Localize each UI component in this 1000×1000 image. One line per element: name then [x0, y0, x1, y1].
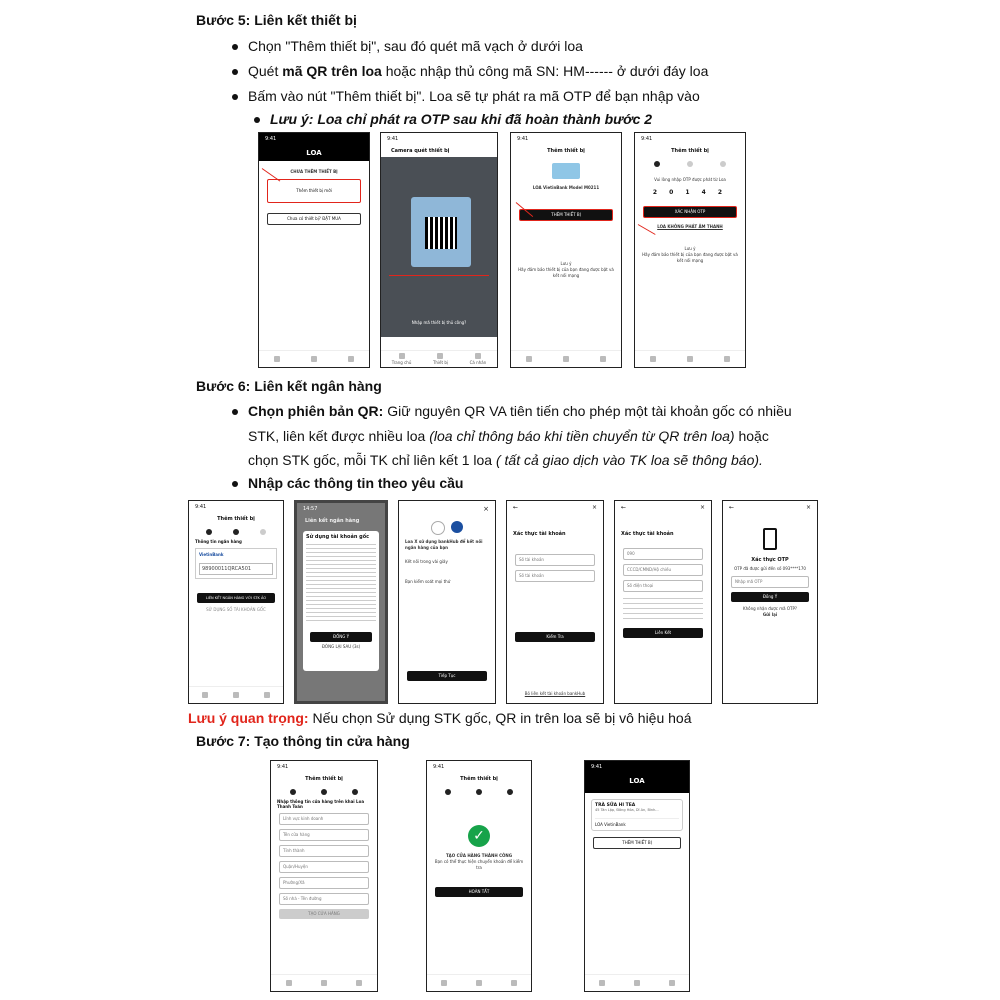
virtual-account-number[interactable]: 98900011QRCA501 [199, 563, 273, 575]
status-time: 9:41 [277, 764, 289, 770]
step-dot [687, 161, 693, 167]
close-later-link[interactable]: ĐÓNG LẠI SAU (3s) [321, 644, 361, 649]
status-time: 14:57 [297, 503, 385, 515]
screen-title: Thêm thiết bị [547, 148, 585, 154]
bottom-nav [381, 350, 497, 367]
buy-device-button[interactable]: Chưa có thiết bị? ĐẶT MUA [267, 213, 361, 225]
manual-entry-link[interactable]: Nhập mã thiết bị thủ công? [411, 320, 467, 325]
home-icon[interactable] [286, 980, 292, 986]
screen-title: Thêm thiết bị [305, 776, 343, 782]
store-card[interactable] [591, 799, 683, 831]
screen-title: Thêm thiết bị [671, 148, 709, 154]
stepper [641, 161, 739, 167]
street-field[interactable]: Số nhà - Tên đường [279, 893, 369, 905]
add-device-button[interactable]: Thêm thiết bị mới [267, 179, 361, 203]
phone-store-created [426, 760, 532, 992]
status-time: 9:41 [641, 136, 653, 142]
step6-bullet-1-line1: Chọn phiên bản QR: Giữ nguyên QR VA tiên tiến cho phép một tài khoản gốc có nhiều [232, 403, 792, 419]
device-name: LOA VietinBank [595, 818, 679, 827]
screen-title: Thêm thiết bị [217, 516, 255, 522]
screen-title: Xác thực tài khoản [513, 531, 566, 537]
device-icon[interactable] [321, 980, 327, 986]
header-bar [507, 501, 603, 514]
phone-verify-otp [722, 500, 818, 704]
stepper [195, 529, 277, 535]
camera-view [381, 157, 497, 337]
camera-title: Camera quét thiết bị [391, 148, 450, 154]
screen-title: Thêm thiết bị [460, 776, 498, 782]
store-name: TRÀ SỮA HI TEA [595, 803, 636, 808]
step6-bullet-2: Nhập các thông tin theo yêu cầu [232, 475, 463, 491]
bullet-dot [232, 94, 238, 100]
create-store-button[interactable]: TẠO CỬA HÀNG [279, 909, 369, 919]
header-bar [615, 501, 711, 514]
success-text: Bạn có thể thực hiện chuyển khoản để kiểm tra [434, 859, 524, 870]
agree-button[interactable]: Đồng Ý [731, 592, 809, 602]
device-icon[interactable] [476, 980, 482, 986]
home-icon[interactable] [599, 980, 605, 986]
form-title: Nhập thông tin cửa hàng trên khai Loa Thanh Toán [277, 799, 365, 809]
phone-add-device-confirm [510, 132, 622, 368]
phone-create-store-form [270, 760, 378, 992]
loa-logo: LOA [585, 773, 689, 793]
feature-1: Kết nối trong vài giây [405, 559, 448, 564]
phone-home-add-device [258, 132, 370, 368]
status-time: 9:41 [433, 764, 445, 770]
home-icon[interactable] [274, 356, 280, 362]
qr-code-on-speaker [411, 197, 471, 267]
step7-title: Bước 7: Tạo thông tin cửa hàng [196, 733, 410, 749]
otp-input[interactable]: 2 0 1 4 2 [652, 189, 728, 196]
home-icon[interactable] [441, 980, 447, 986]
step5-bullet-3: Bấm vào nút "Thêm thiết bị". Loa sẽ tự phát ra mã OTP để bạn nhập vào [232, 88, 700, 104]
agree-button[interactable]: ĐỒNG Ý [310, 632, 372, 642]
step5-title: Bước 5: Liên kết thiết bị [196, 12, 357, 28]
note-title: Lưu ý [560, 261, 572, 266]
done-button[interactable]: HOÀN TẤT [435, 887, 523, 897]
account-number-input-2[interactable]: Số tài khoản [515, 570, 595, 582]
note-text: Hãy đảm bảo thiết bị của bạn đang được bật và kết nối mạng [642, 252, 738, 263]
link-virtual-account-button[interactable]: LIÊN KẾT NGÂN HÀNG VỚI STK ẢO [197, 593, 275, 603]
bullet-dot [254, 117, 260, 123]
home-icon[interactable] [650, 356, 656, 362]
phone-bankhub-intro [398, 500, 496, 704]
add-device-button[interactable]: THÊM THIẾT BỊ [519, 209, 613, 221]
close-icon[interactable]: × [805, 504, 811, 511]
bottom-nav [259, 350, 369, 367]
step-dot [290, 789, 296, 795]
phone-number-field[interactable]: Số điện thoại [623, 580, 703, 592]
brand-logos [399, 521, 495, 535]
phone-bank-info [188, 500, 284, 704]
check-button[interactable]: Kiểm Tra [515, 632, 595, 642]
status-time: 9:41 [517, 136, 529, 142]
device-icon[interactable] [233, 692, 239, 698]
otp-sent-text: OTP đã được gửi đến số 093****170 [734, 566, 806, 571]
bottom-nav [189, 686, 283, 703]
success-title: TẠO CỬA HÀNG THÀNH CÔNG [445, 853, 513, 858]
nav-home[interactable]: Trang chủ [392, 353, 412, 365]
step-dot [206, 529, 212, 535]
device-icon[interactable] [563, 356, 569, 362]
unlink-bankhub-link[interactable]: Bỏ liên kết tài khoản bankHub [524, 691, 586, 696]
user-icon[interactable] [348, 356, 354, 362]
user-icon[interactable] [264, 692, 270, 698]
store-address: 45 Tân Lập, Đông Hòa, Dĩ An, Bình... [595, 808, 659, 812]
note-text: Hãy đảm bảo thiết bị của bạn đang được bật và kết nối mạng [518, 267, 614, 278]
step-dot [260, 529, 266, 535]
loa-logo-icon [431, 521, 445, 535]
bullet-dot [232, 481, 238, 487]
step6-bullet-1-line2: STK, liên kết được nhiều loa (loa chỉ thông báo khi tiền chuyển từ QR trên loa) hoặc [248, 428, 769, 444]
intro-title: Loa X sử dụng bankHub để kết nối ngân hàng của bạn [405, 539, 483, 550]
back-icon[interactable]: ← [621, 504, 627, 511]
link-button[interactable]: Liên Kết [623, 628, 703, 638]
note-title: Lưu ý [684, 246, 696, 251]
scan-line [389, 275, 489, 276]
user-icon[interactable] [511, 980, 517, 986]
phone-camera-scan [380, 132, 498, 368]
user-icon[interactable] [600, 356, 606, 362]
loa-logo: LOA [259, 145, 369, 161]
store-name-field[interactable]: Tên cửa hàng [279, 829, 369, 841]
popup-dialog [303, 531, 379, 671]
add-device-button[interactable]: THÊM THIẾT BỊ [593, 837, 681, 849]
step-dot [507, 789, 513, 795]
phone-verify-account-details [614, 500, 712, 704]
phone-enter-otp [634, 132, 746, 368]
bottom-nav [427, 974, 531, 991]
phone-icon [763, 528, 777, 550]
phone-verify-account [506, 500, 604, 704]
home-icon[interactable] [202, 692, 208, 698]
close-icon[interactable]: × [483, 505, 489, 513]
ward-field[interactable]: Phường/Xã [279, 877, 369, 889]
step6-title: Bước 6: Liên kết ngân hàng [196, 378, 382, 394]
no-otp-text: Không nhận được mã OTP? [742, 606, 798, 611]
screen-title: Xác thực tài khoản [621, 531, 674, 537]
popup-text [306, 544, 376, 624]
district-field[interactable]: Quận/Huyện [279, 861, 369, 873]
status-time: 9:41 [195, 504, 207, 510]
bank-logo-icon [451, 521, 463, 533]
device-icon [437, 353, 443, 359]
user-icon [475, 353, 481, 359]
step-dot [321, 789, 327, 795]
popup-title: Sử dụng tài khoản gốc [306, 534, 370, 540]
bullet-dot [232, 44, 238, 50]
speaker-image [552, 163, 580, 179]
close-icon[interactable]: × [699, 504, 705, 511]
header-bar [723, 501, 817, 514]
use-original-account-link[interactable]: SỬ DỤNG SỐ TÀI KHOẢN GỐC [206, 607, 266, 612]
step-dot [233, 529, 239, 535]
step6-bullet-1-line3: chọn STK gốc, mỗi TK chỉ liên kết 1 loa ( tất cả giao dịch vào TK loa sẽ thông báo). [248, 452, 763, 468]
bottom-nav [271, 974, 377, 991]
step-dot [352, 789, 358, 795]
business-field[interactable]: Lĩnh vực kinh doanh [279, 813, 369, 825]
bank-card [195, 548, 277, 579]
home-icon [399, 353, 405, 359]
phone-original-account-popup [294, 500, 388, 704]
nav-profile[interactable]: Cá nhân [470, 353, 487, 365]
device-icon[interactable] [634, 980, 640, 986]
confirm-otp-button[interactable]: XÁC NHẬN OTP [643, 206, 737, 218]
step5-note: Lưu ý: Loa chỉ phát ra OTP sau khi đã hoàn thành bước 2 [254, 111, 652, 127]
no-sound-link[interactable]: LOA KHÔNG PHÁT ÂM THANH [657, 224, 723, 229]
bottom-nav [585, 974, 689, 991]
otp-input[interactable]: Nhập mã OTP [731, 576, 809, 588]
device-model: LOA VietinBank Model M0211 [532, 185, 600, 190]
home-icon[interactable] [526, 356, 532, 362]
feature-2: Bạn kiểm soát mọi thứ [405, 579, 451, 584]
user-icon[interactable] [356, 980, 362, 986]
otp-instruction: Vui lòng nhập OTP được phát từ Loa [654, 177, 726, 182]
step5-bullet-2: Quét mã QR trên loa hoặc nhập thủ công mã SN: HM------ ở dưới đáy loa [232, 63, 708, 79]
step5-bullet-1: Chọn "Thêm thiết bị", sau đó quét mã vạch ở dưới loa [232, 38, 583, 54]
device-icon[interactable] [687, 356, 693, 362]
stepper [277, 789, 371, 795]
close-icon[interactable]: × [591, 504, 597, 511]
province-field[interactable]: Tỉnh thành [279, 845, 369, 857]
id-number-field[interactable]: CCCD/CMND/Hộ chiếu [623, 564, 703, 576]
step-dot [654, 161, 660, 167]
resend-link[interactable]: Gửi lại [762, 612, 778, 617]
step-dot [476, 789, 482, 795]
status-time: 9:41 [259, 133, 369, 145]
important-warning: Lưu ý quan trọng: Nếu chọn Sử dụng STK gốc, QR in trên loa sẽ bị vô hiệu hoá [188, 710, 692, 726]
screen-title: Xác thực OTP [751, 557, 789, 563]
stepper [433, 789, 525, 795]
step-dot [720, 161, 726, 167]
device-icon[interactable] [311, 356, 317, 362]
bullet-dot [232, 69, 238, 75]
user-icon[interactable] [724, 356, 730, 362]
step-dot [445, 789, 451, 795]
status-time: 9:41 [387, 136, 399, 142]
account-field[interactable]: 090 [623, 548, 703, 560]
user-icon[interactable] [669, 980, 675, 986]
no-device-label: CHƯA THÊM THIẾT BỊ [290, 169, 338, 174]
screen-title: Liên kết ngân hàng [305, 518, 360, 524]
back-icon[interactable]: ← [729, 504, 735, 511]
bottom-nav [635, 350, 745, 367]
bottom-nav [511, 350, 621, 367]
bank-section-title: Thông tin ngân hàng [195, 539, 242, 544]
account-number-input[interactable]: Số tài khoản [515, 554, 595, 566]
phone-store-home [584, 760, 690, 992]
status-time: 9:41 [585, 761, 689, 773]
continue-button[interactable]: Tiếp Tục [407, 671, 487, 681]
bullet-dot [232, 409, 238, 415]
nav-device[interactable]: Thiết bị [433, 353, 448, 365]
back-icon[interactable]: ← [513, 504, 519, 511]
bank-name: VietinBank [199, 552, 224, 557]
success-check-icon: ✓ [468, 825, 490, 847]
consent-checkbox-text[interactable] [623, 598, 703, 622]
